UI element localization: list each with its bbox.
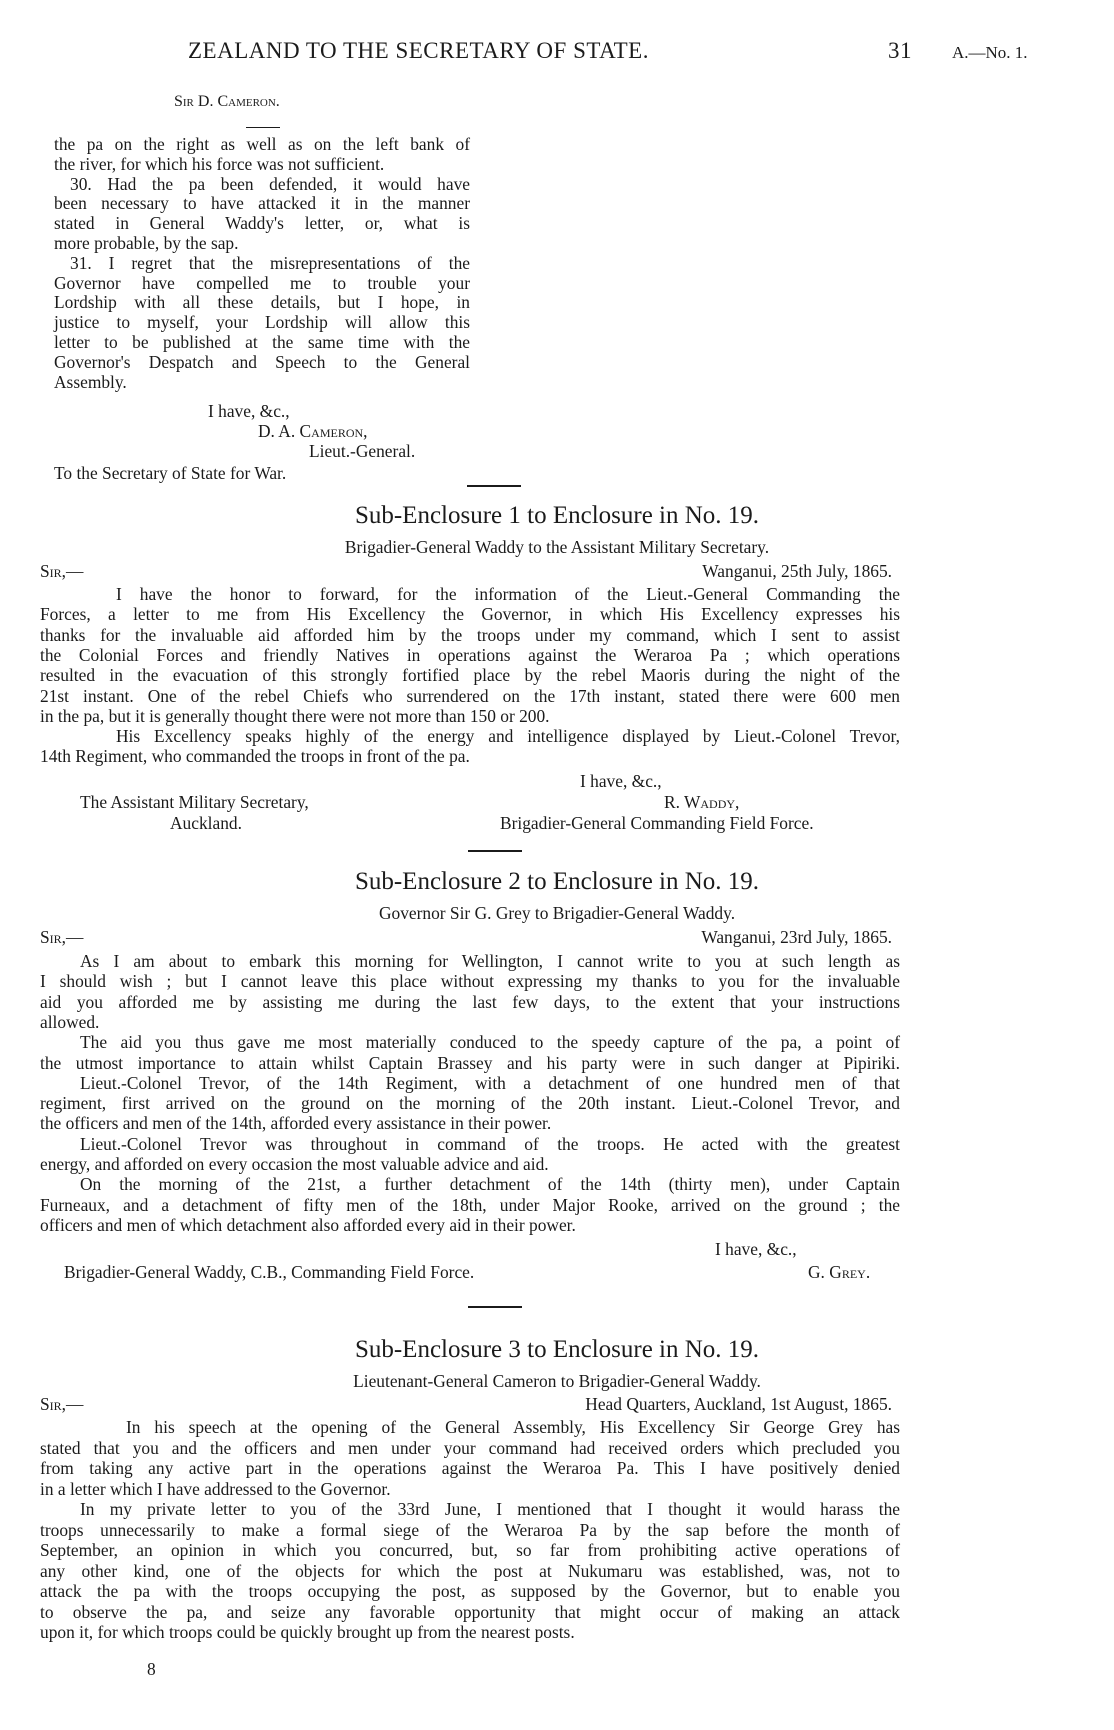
text-line: 14th Regiment, who commanded the troops in front of the pa. bbox=[40, 746, 470, 767]
text-line: officers and men of which detachment also afforded every aid in their power. bbox=[40, 1214, 576, 1235]
text-line: Lieut.-Colonel Trevor was throughout in command of the troops. He acted with the greatest bbox=[80, 1133, 900, 1154]
addressee: The Assistant Military Secretary, bbox=[80, 792, 309, 812]
signatory-rank: Brigadier-General Commanding Field Force. bbox=[500, 813, 814, 833]
sub-enclosure-3-title: Sub-Enclosure 3 to Enclosure in No. 19. bbox=[354, 1336, 760, 1363]
text-line: allowed. bbox=[40, 1011, 100, 1032]
text-line: the utmost importance to attain whilst Captain Brassey and his party were in such danger at Pipiriki. bbox=[40, 1052, 900, 1073]
salutation: Sir,— bbox=[40, 1394, 84, 1414]
text-line: Governor have compelled me to trouble your bbox=[54, 272, 470, 293]
addressee: To the Secretary of State for War. bbox=[54, 463, 287, 483]
text-line: aid you afforded me by assisting me during the last few days, to the extent that your instructions bbox=[40, 991, 900, 1012]
signature: G. Grey. bbox=[808, 1262, 871, 1282]
printer-signature-mark: 8 bbox=[147, 1659, 156, 1679]
text-line: the Colonial Forces and friendly Natives in operations against the Weraroa Pa ; which operations bbox=[40, 644, 900, 665]
text-line: I should wish ; but I cannot leave this place without expressing my thanks to you for the invaluable bbox=[40, 971, 900, 992]
text-line: any other kind, one of the objects for which the post at Nukumaru was established, was, not to bbox=[40, 1560, 900, 1581]
text-line: Furneaux, and a detachment of fifty men of the 18th, under Major Rooke, arrived on the ground ; the bbox=[40, 1194, 900, 1215]
running-header-title: ZEALAND TO THE SECRETARY OF STATE. bbox=[188, 38, 649, 63]
text-line: Lordship with all these details, but I hope, in bbox=[54, 292, 470, 313]
text-line: Forces, a letter to me from His Excellency the Governor, in which His Excellency expresses his bbox=[40, 604, 900, 625]
text-line: upon it, for which troops could be quickly brought up from the nearest posts. bbox=[40, 1622, 575, 1642]
closing-phrase: I have, &c., bbox=[208, 401, 290, 421]
text-line: stated that you and the officers and men under your command had received orders which precluded you bbox=[40, 1437, 900, 1458]
text-line: justice to myself, your Lordship will allow this bbox=[54, 312, 470, 333]
text-line: 21st instant. One of the rebel Chiefs who surrendered on the 17th instant, stated there were 600 men bbox=[40, 685, 900, 706]
text-line: In his speech at the opening of the General Assembly, His Excellency Sir George Grey has bbox=[126, 1417, 900, 1437]
margin-speaker-note: Sir D. Cameron. bbox=[174, 93, 280, 110]
salutation: Sir,— bbox=[40, 927, 84, 947]
divider bbox=[467, 485, 521, 487]
text-line: On the morning of the 21st, a further detachment of the 14th (thirty men), under Captain bbox=[80, 1174, 900, 1195]
sub-enclosure-1-subtitle: Brigadier-General Waddy to the Assistant Military Secretary. bbox=[344, 537, 770, 557]
text-line: resulted in the evacuation of this strongly fortified place by the rebel Maoris during the night of the bbox=[40, 665, 900, 686]
text-line: 31. I regret that the misrepresentations of the bbox=[70, 252, 470, 273]
addressee: Brigadier-General Waddy, C.B., Commanding Field Force. bbox=[64, 1262, 475, 1282]
text-line: the officers and men of the 14th, afforded every assistance in their power. bbox=[40, 1113, 552, 1134]
text-line: Lieut.-Colonel Trevor, of the 14th Regiment, with a detachment of one hundred men of that bbox=[80, 1072, 900, 1093]
closing-phrase: I have, &c., bbox=[715, 1239, 797, 1259]
sub-enclosure-2-title: Sub-Enclosure 2 to Enclosure in No. 19. bbox=[354, 868, 760, 895]
text-line: to observe the pa, and seize any favorable opportunity that might occur of making an attack bbox=[40, 1601, 900, 1622]
signatory-rank: Lieut.-General. bbox=[309, 441, 416, 461]
text-line: the pa on the right as well as on the left bank of bbox=[54, 134, 470, 154]
divider bbox=[246, 127, 280, 128]
text-line: troops unnecessarily to make a formal siege of the Weraroa Pa by the sap before the month of bbox=[40, 1519, 900, 1540]
text-line: stated in General Waddy's letter, or, what is bbox=[54, 213, 470, 234]
text-line: been necessary to have attacked it in the manner bbox=[54, 193, 470, 214]
text-line: thanks for the invaluable aid afforded him by the troops under my command, which I sent to assist bbox=[40, 624, 900, 645]
text-line: energy, and afforded on every occasion the most valuable advice and aid. bbox=[40, 1154, 549, 1174]
sub-enclosure-1-title: Sub-Enclosure 1 to Enclosure in No. 19. bbox=[354, 502, 760, 529]
text-line: letter to be published at the same time with the bbox=[54, 332, 470, 352]
signature: R. Waddy, bbox=[664, 792, 740, 812]
divider bbox=[468, 850, 522, 852]
signature: D. A. Cameron, bbox=[258, 421, 368, 441]
document-reference: A.—No. 1. bbox=[952, 43, 1028, 62]
text-line: in a letter which I have addressed to the Governor. bbox=[40, 1478, 391, 1499]
text-line: in the pa, but it is generally thought there were not more than 150 or 200. bbox=[40, 705, 550, 726]
salutation: Sir,— bbox=[40, 561, 84, 581]
page-number: 31 bbox=[888, 38, 912, 63]
text-line: The aid you thus gave me most materially conduced to the speedy capture of the pa, a point of bbox=[80, 1032, 900, 1053]
text-line: from taking any active part in the operations against the Weraroa Pa. This I have positively denied bbox=[40, 1458, 900, 1478]
place-date: Wanganui, 25th July, 1865. bbox=[702, 561, 892, 581]
closing-phrase: I have, &c., bbox=[580, 771, 662, 791]
text-line: In my private letter to you of the 33rd June, I mentioned that I thought it would harass the bbox=[80, 1499, 900, 1519]
text-line: September, an opinion in which you concurred, but, so far from prohibiting active operations of bbox=[40, 1540, 900, 1560]
text-line: His Excellency speaks highly of the energy and intelligence displayed by Lieut.-Colonel Trevor, bbox=[116, 726, 900, 747]
place-date: Wanganui, 23rd July, 1865. bbox=[701, 927, 892, 947]
text-line: 30. Had the pa been defended, it would have bbox=[70, 173, 470, 194]
text-line: attack the pa with the troops occupying the post, as supposed by the Governor, but to enable you bbox=[40, 1581, 900, 1601]
text-line: the river, for which his force was not sufficient. bbox=[54, 153, 385, 174]
text-line: I have the honor to forward, for the information of the Lieut.-General Commanding the bbox=[116, 584, 900, 604]
addressee-location: Auckland. bbox=[170, 813, 242, 833]
text-line: more probable, by the sap. bbox=[54, 233, 239, 253]
sub-enclosure-3-subtitle: Lieutenant-General Cameron to Brigadier-General Waddy. bbox=[353, 1371, 761, 1391]
text-line: regiment, first arrived on the ground on the morning of the 20th instant. Lieut.-Colonel Trevor, and bbox=[40, 1093, 900, 1114]
divider bbox=[468, 1306, 522, 1308]
text-line: As I am about to embark this morning for Wellington, I cannot write to you at such length as bbox=[80, 951, 900, 971]
text-line: Governor's Despatch and Speech to the General bbox=[54, 351, 470, 372]
sub-enclosure-2-subtitle: Governor Sir G. Grey to Brigadier-General Waddy. bbox=[378, 903, 736, 923]
place-date: Head Quarters, Auckland, 1st August, 1865. bbox=[585, 1394, 892, 1414]
text-line: Assembly. bbox=[54, 371, 127, 392]
